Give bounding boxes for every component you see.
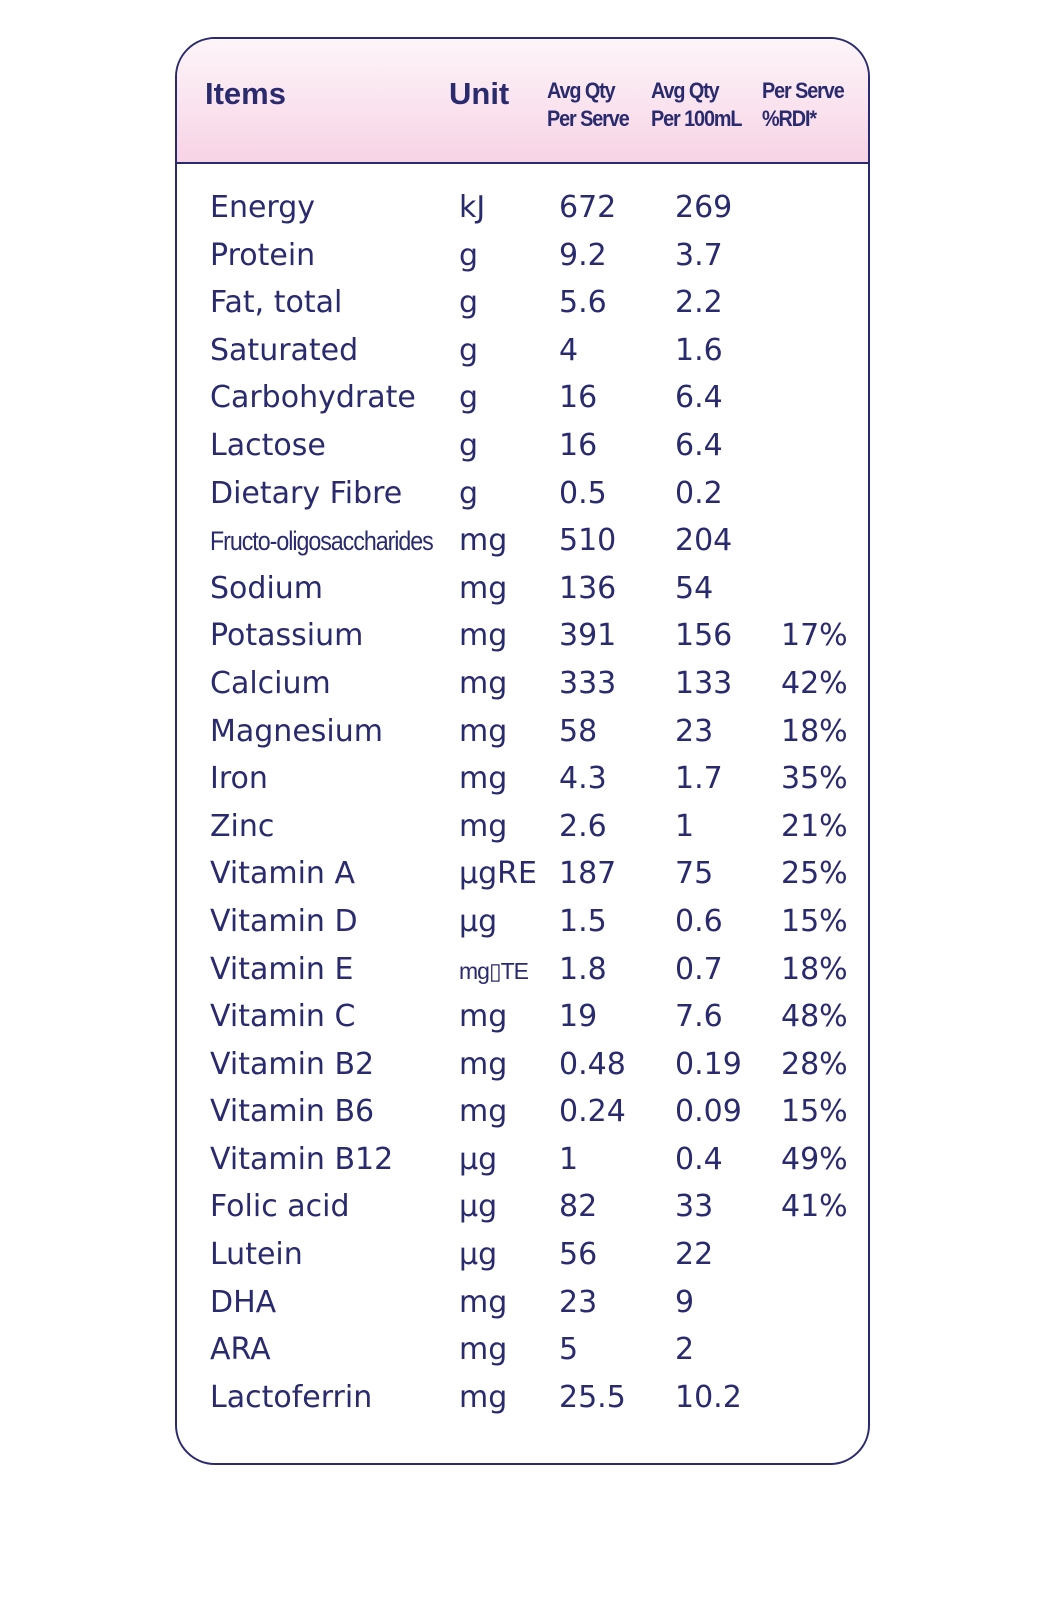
header-unit: Unit bbox=[449, 76, 510, 111]
avg-per-100ml bbox=[675, 1088, 742, 1136]
rdi-percent-text: 25% bbox=[781, 856, 848, 892]
avg-per-100ml bbox=[675, 1279, 694, 1327]
avg-per-100ml bbox=[675, 755, 723, 803]
unit-text: mg bbox=[459, 665, 508, 701]
avg-per-100ml bbox=[675, 470, 723, 518]
rdi-percent-text: 18% bbox=[781, 713, 848, 749]
item-name bbox=[210, 1183, 350, 1231]
avg-per-100ml-text: 7.6 bbox=[675, 999, 723, 1035]
rdi-percent-text: 18% bbox=[781, 951, 848, 987]
unit-text: mg bbox=[459, 1094, 508, 1130]
rdi-percent-text: 48% bbox=[781, 999, 848, 1035]
rdi-percent bbox=[781, 1088, 848, 1136]
item-name-text: Folic acid bbox=[210, 1189, 350, 1225]
avg-per-serve bbox=[559, 517, 616, 565]
avg-per-100ml bbox=[675, 232, 723, 280]
unit-text: g bbox=[459, 380, 479, 416]
avg-per-serve bbox=[559, 374, 597, 422]
unit bbox=[459, 184, 485, 232]
avg-per-serve bbox=[559, 232, 607, 280]
avg-per-100ml-text: 6.4 bbox=[675, 427, 723, 463]
avg-per-100ml bbox=[675, 993, 723, 1041]
item-name-text: Vitamin C bbox=[210, 999, 356, 1035]
item-name-text: Calcium bbox=[210, 665, 331, 701]
avg-per-100ml bbox=[675, 1231, 713, 1279]
avg-per-serve bbox=[559, 470, 607, 518]
avg-per-serve bbox=[559, 755, 607, 803]
unit-text: mg bbox=[459, 1379, 508, 1415]
avg-per-100ml-text: 0.09 bbox=[675, 1094, 742, 1130]
avg-per-serve bbox=[559, 660, 616, 708]
unit-text: mg bbox=[459, 618, 508, 654]
header-rdi-line2: %RDI* bbox=[762, 106, 817, 131]
item-name-text: Fructo-oligosaccharides bbox=[210, 526, 433, 557]
avg-per-100ml-text: 204 bbox=[675, 523, 733, 559]
item-name-text: Vitamin B6 bbox=[210, 1094, 375, 1130]
rdi-percent-text: 41% bbox=[781, 1189, 848, 1225]
avg-per-100ml-text: 0.6 bbox=[675, 903, 723, 939]
rdi-percent bbox=[781, 898, 848, 946]
unit bbox=[459, 993, 507, 1041]
avg-per-100ml-text: 156 bbox=[675, 618, 733, 654]
unit-text: g bbox=[459, 427, 479, 463]
avg-per-100ml-text: 0.7 bbox=[675, 951, 723, 987]
unit bbox=[459, 1183, 497, 1231]
item-name-text: Lactose bbox=[210, 427, 326, 463]
item-name bbox=[210, 755, 268, 803]
header-rdi-line1: Per Serve bbox=[762, 78, 844, 103]
table-row bbox=[177, 660, 868, 708]
unit bbox=[459, 612, 507, 660]
table-body bbox=[177, 184, 868, 1421]
item-name bbox=[210, 898, 358, 946]
table-row bbox=[177, 422, 868, 470]
unit-text: mg bbox=[459, 523, 508, 559]
avg-per-100ml bbox=[675, 708, 713, 756]
avg-per-serve-text: 23 bbox=[559, 1284, 598, 1320]
item-name-text: Carbohydrate bbox=[210, 380, 416, 416]
item-name bbox=[210, 422, 326, 470]
item-name-text: Vitamin A bbox=[210, 856, 355, 892]
item-name-text: Vitamin E bbox=[210, 951, 354, 987]
header-avg-per-serve-line1: Avg Qty bbox=[547, 78, 615, 103]
item-name bbox=[210, 232, 315, 280]
header-avg-per-100ml-line1: Avg Qty bbox=[651, 78, 719, 103]
header-avg-per-serve bbox=[547, 77, 629, 133]
item-name bbox=[210, 612, 363, 660]
table-row bbox=[177, 898, 868, 946]
unit-text: µgRE bbox=[459, 856, 537, 892]
rdi-percent-text: 17% bbox=[781, 618, 848, 654]
avg-per-serve bbox=[559, 1374, 626, 1422]
item-name bbox=[210, 1326, 271, 1374]
unit-text: mg▯TE bbox=[459, 957, 528, 984]
avg-per-serve bbox=[559, 1088, 626, 1136]
avg-per-100ml-text: 3.7 bbox=[675, 237, 723, 273]
avg-per-serve bbox=[559, 898, 607, 946]
item-name bbox=[210, 660, 331, 708]
avg-per-100ml-text: 1.6 bbox=[675, 332, 723, 368]
avg-per-100ml-text: 6.4 bbox=[675, 380, 723, 416]
rdi-percent-text: 15% bbox=[781, 903, 848, 939]
avg-per-serve-text: 333 bbox=[559, 665, 617, 701]
unit bbox=[459, 850, 537, 898]
item-name-text: Zinc bbox=[210, 808, 275, 844]
table-row bbox=[177, 517, 868, 565]
avg-per-serve bbox=[559, 1183, 597, 1231]
avg-per-serve-text: 56 bbox=[559, 1237, 598, 1273]
item-name bbox=[210, 850, 355, 898]
avg-per-100ml bbox=[675, 1136, 723, 1184]
avg-per-100ml bbox=[675, 850, 713, 898]
table-row bbox=[177, 565, 868, 613]
unit bbox=[459, 946, 528, 996]
avg-per-100ml bbox=[675, 565, 713, 613]
item-name bbox=[210, 708, 383, 756]
rdi-percent-text: 21% bbox=[781, 808, 848, 844]
avg-per-100ml-text: 54 bbox=[675, 570, 714, 606]
avg-per-serve-text: 187 bbox=[559, 856, 617, 892]
unit bbox=[459, 232, 478, 280]
table-row bbox=[177, 470, 868, 518]
rdi-percent-text: 42% bbox=[781, 665, 848, 701]
item-name bbox=[210, 946, 353, 994]
unit-text: mg bbox=[459, 1046, 508, 1082]
table-row bbox=[177, 1136, 868, 1184]
rdi-percent bbox=[781, 803, 848, 851]
avg-per-100ml bbox=[675, 517, 732, 565]
avg-per-100ml bbox=[675, 1374, 742, 1422]
avg-per-100ml bbox=[675, 1041, 742, 1089]
table-row bbox=[177, 232, 868, 280]
rdi-percent bbox=[781, 1136, 848, 1184]
avg-per-serve bbox=[559, 993, 597, 1041]
avg-per-serve bbox=[559, 565, 616, 613]
avg-per-serve bbox=[559, 327, 578, 375]
table-row bbox=[177, 279, 868, 327]
item-name-text: Energy bbox=[210, 190, 316, 225]
item-name bbox=[210, 1041, 374, 1089]
avg-per-serve-text: 510 bbox=[559, 523, 617, 559]
rdi-percent bbox=[781, 1183, 848, 1231]
item-name bbox=[210, 993, 355, 1041]
unit bbox=[459, 1374, 507, 1422]
rdi-percent bbox=[781, 1041, 848, 1089]
item-name-text: Protein bbox=[210, 237, 316, 273]
unit-text: µg bbox=[459, 1141, 498, 1177]
avg-per-serve bbox=[559, 1326, 578, 1374]
avg-per-100ml-text: 23 bbox=[675, 713, 714, 749]
unit-text: mg bbox=[459, 713, 508, 749]
avg-per-serve bbox=[559, 708, 597, 756]
avg-per-serve bbox=[559, 422, 597, 470]
unit bbox=[459, 1136, 497, 1184]
avg-per-serve bbox=[559, 279, 607, 327]
avg-per-serve bbox=[559, 850, 616, 898]
avg-per-serve bbox=[559, 1231, 597, 1279]
unit-text: mg bbox=[459, 570, 508, 606]
rdi-percent-text: 35% bbox=[781, 761, 848, 797]
rdi-percent bbox=[781, 946, 848, 994]
avg-per-serve-text: 58 bbox=[559, 713, 598, 749]
table-row bbox=[177, 755, 868, 803]
avg-per-serve-text: 0.24 bbox=[559, 1094, 626, 1130]
avg-per-serve-text: 16 bbox=[559, 380, 598, 416]
item-name bbox=[210, 374, 416, 422]
item-name bbox=[210, 1374, 372, 1422]
avg-per-serve bbox=[559, 946, 607, 994]
table-header bbox=[177, 39, 868, 164]
table-row bbox=[177, 850, 868, 898]
unit bbox=[459, 708, 507, 756]
avg-per-serve-text: 82 bbox=[559, 1189, 598, 1225]
item-name-text: DHA bbox=[210, 1284, 277, 1320]
table-row bbox=[177, 1326, 868, 1374]
avg-per-serve bbox=[559, 1041, 626, 1089]
rdi-percent-text: 15% bbox=[781, 1094, 848, 1130]
avg-per-serve-text: 1 bbox=[559, 1141, 579, 1177]
unit bbox=[459, 660, 507, 708]
table-row bbox=[177, 184, 868, 232]
item-name-text: ARA bbox=[210, 1332, 271, 1368]
table-row bbox=[177, 1183, 868, 1231]
avg-per-100ml bbox=[675, 803, 694, 851]
avg-per-serve-text: 136 bbox=[559, 570, 617, 606]
avg-per-serve-text: 0.5 bbox=[559, 475, 607, 511]
table-row bbox=[177, 993, 868, 1041]
header-avg-per-100ml bbox=[651, 77, 741, 133]
unit bbox=[459, 470, 478, 518]
rdi-percent bbox=[781, 708, 848, 756]
rdi-percent bbox=[781, 850, 848, 898]
avg-per-serve-text: 9.2 bbox=[559, 237, 607, 273]
avg-per-serve-text: 5.6 bbox=[559, 285, 607, 321]
unit bbox=[459, 374, 478, 422]
unit-text: mg bbox=[459, 808, 508, 844]
avg-per-serve-text: 2.6 bbox=[559, 808, 607, 844]
item-name bbox=[210, 1231, 303, 1279]
table-row bbox=[177, 327, 868, 375]
avg-per-serve-text: 391 bbox=[559, 618, 617, 654]
rdi-percent bbox=[781, 660, 848, 708]
item-name-text: Dietary Fibre bbox=[210, 475, 403, 511]
unit-text: g bbox=[459, 285, 479, 321]
avg-per-100ml-text: 75 bbox=[675, 856, 714, 892]
table-row bbox=[177, 1041, 868, 1089]
unit bbox=[459, 565, 507, 613]
item-name bbox=[210, 327, 358, 375]
item-name bbox=[210, 517, 469, 566]
table-row bbox=[177, 374, 868, 422]
unit-text: mg bbox=[459, 999, 508, 1035]
unit-text: kJ bbox=[459, 190, 486, 225]
avg-per-100ml bbox=[675, 612, 732, 660]
table-row bbox=[177, 1231, 868, 1279]
unit-text: g bbox=[459, 475, 479, 511]
unit bbox=[459, 755, 507, 803]
unit-text: µg bbox=[459, 903, 498, 939]
unit-text: g bbox=[459, 332, 479, 368]
item-name bbox=[210, 1279, 276, 1327]
avg-per-100ml-text: 2.2 bbox=[675, 285, 723, 321]
avg-per-serve-text: 19 bbox=[559, 999, 598, 1035]
item-name bbox=[210, 565, 323, 613]
avg-per-100ml-text: 1 bbox=[675, 808, 695, 844]
avg-per-100ml bbox=[675, 374, 723, 422]
avg-per-100ml bbox=[675, 279, 723, 327]
avg-per-100ml bbox=[675, 422, 723, 470]
avg-per-100ml-text: 9 bbox=[675, 1284, 695, 1320]
avg-per-100ml-text: 2 bbox=[675, 1332, 695, 1368]
unit bbox=[459, 1279, 507, 1327]
unit bbox=[459, 898, 497, 946]
unit bbox=[459, 1326, 507, 1374]
unit-text: µg bbox=[459, 1189, 498, 1225]
unit-text: g bbox=[459, 237, 479, 273]
table-row bbox=[177, 1088, 868, 1136]
unit bbox=[459, 327, 478, 375]
avg-per-100ml-text: 10.2 bbox=[675, 1379, 742, 1415]
header-items: Items bbox=[205, 76, 286, 111]
avg-per-serve bbox=[559, 1279, 597, 1327]
header-avg-per-100ml-line2: Per 100mL bbox=[651, 106, 742, 131]
item-name-text: Lutein bbox=[210, 1237, 303, 1273]
table-row bbox=[177, 1374, 868, 1422]
item-name bbox=[210, 1088, 374, 1136]
avg-per-100ml-text: 0.4 bbox=[675, 1141, 723, 1177]
unit bbox=[459, 517, 507, 565]
table-row bbox=[177, 612, 868, 660]
avg-per-100ml bbox=[675, 1326, 694, 1374]
unit bbox=[459, 279, 478, 327]
avg-per-serve bbox=[559, 612, 616, 660]
rdi-percent bbox=[781, 612, 848, 660]
item-name-text: Potassium bbox=[210, 618, 364, 654]
avg-per-100ml-text: 1.7 bbox=[675, 761, 723, 797]
unit bbox=[459, 1088, 507, 1136]
unit-text: µg bbox=[459, 1237, 498, 1273]
avg-per-100ml bbox=[675, 660, 732, 708]
item-name-text: Vitamin B12 bbox=[210, 1141, 394, 1177]
avg-per-serve-text: 672 bbox=[559, 190, 617, 225]
item-name bbox=[210, 1136, 393, 1184]
avg-per-100ml-text: 133 bbox=[675, 665, 733, 701]
avg-per-100ml-text: 0.19 bbox=[675, 1046, 742, 1082]
avg-per-serve-text: 0.48 bbox=[559, 1046, 626, 1082]
avg-per-100ml bbox=[675, 946, 723, 994]
item-name-text: Lactoferrin bbox=[210, 1379, 373, 1415]
unit bbox=[459, 422, 478, 470]
nutrition-table bbox=[175, 37, 870, 1465]
item-name-text: Vitamin B2 bbox=[210, 1046, 375, 1082]
avg-per-100ml-text: 22 bbox=[675, 1237, 714, 1273]
header-avg-per-serve-line2: Per Serve bbox=[547, 106, 629, 131]
avg-per-100ml bbox=[675, 898, 723, 946]
unit bbox=[459, 1041, 507, 1089]
avg-per-serve-text: 25.5 bbox=[559, 1379, 626, 1415]
item-name bbox=[210, 184, 315, 232]
avg-per-100ml bbox=[675, 184, 732, 232]
item-name-text: Saturated bbox=[210, 332, 359, 368]
table-row bbox=[177, 946, 868, 994]
unit-text: mg bbox=[459, 1284, 508, 1320]
avg-per-100ml bbox=[675, 1183, 713, 1231]
avg-per-serve bbox=[559, 1136, 578, 1184]
unit-text: mg bbox=[459, 1332, 508, 1368]
avg-per-100ml-text: 269 bbox=[675, 190, 733, 225]
unit bbox=[459, 1231, 497, 1279]
table-row bbox=[177, 708, 868, 756]
unit-text: mg bbox=[459, 761, 508, 797]
item-name-text: Vitamin D bbox=[210, 903, 358, 939]
rdi-percent bbox=[781, 993, 848, 1041]
avg-per-serve bbox=[559, 803, 607, 851]
avg-per-serve-text: 5 bbox=[559, 1332, 579, 1368]
avg-per-serve-text: 1.5 bbox=[559, 903, 607, 939]
rdi-percent-text: 28% bbox=[781, 1046, 848, 1082]
table-row bbox=[177, 803, 868, 851]
avg-per-serve-text: 16 bbox=[559, 427, 598, 463]
avg-per-serve-text: 1.8 bbox=[559, 951, 607, 987]
item-name bbox=[210, 470, 402, 518]
avg-per-100ml bbox=[675, 327, 723, 375]
avg-per-100ml-text: 33 bbox=[675, 1189, 714, 1225]
item-name-text: Fat, total bbox=[210, 285, 343, 321]
header-rdi bbox=[762, 77, 844, 133]
item-name bbox=[210, 279, 342, 327]
item-name-text: Sodium bbox=[210, 570, 324, 606]
rdi-percent bbox=[781, 755, 848, 803]
avg-per-serve-text: 4.3 bbox=[559, 761, 607, 797]
avg-per-100ml-text: 0.2 bbox=[675, 475, 723, 511]
table-row bbox=[177, 1279, 868, 1327]
item-name-text: Magnesium bbox=[210, 713, 383, 749]
rdi-percent-text: 49% bbox=[781, 1141, 848, 1177]
item-name-text: Iron bbox=[210, 761, 268, 797]
item-name bbox=[210, 803, 274, 851]
avg-per-serve bbox=[559, 184, 616, 232]
avg-per-serve-text: 4 bbox=[559, 332, 579, 368]
unit bbox=[459, 803, 507, 851]
